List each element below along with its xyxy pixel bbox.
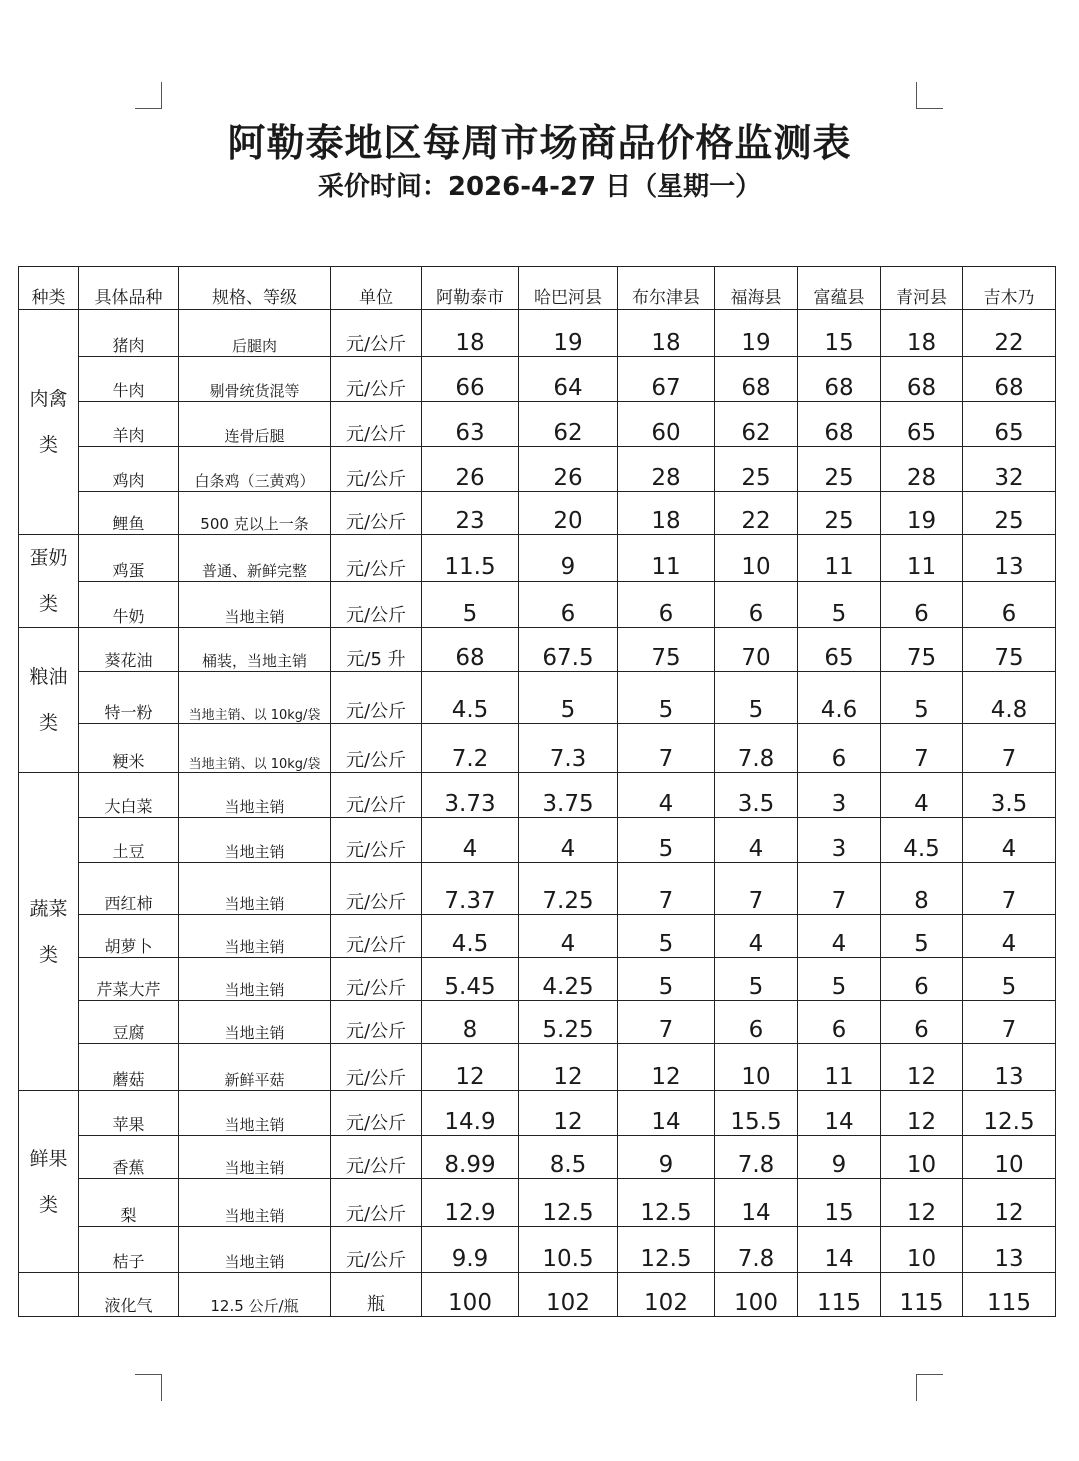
price-cell: 7 <box>963 863 1056 915</box>
table-row <box>19 773 1056 818</box>
category-cell <box>19 773 79 1091</box>
price-cell: 5 <box>881 672 963 724</box>
price-cell: 4 <box>963 915 1056 958</box>
price-cell: 4.25 <box>519 958 618 1001</box>
price-cell: 4.6 <box>798 672 881 724</box>
header-cell: 福海县 <box>715 267 798 310</box>
price-cell: 12.5 <box>618 1179 715 1227</box>
header-cell: 哈巴河县 <box>519 267 618 310</box>
spec-cell: 当地主销、以 10kg/袋 <box>179 724 331 773</box>
table-row <box>19 1091 1056 1136</box>
price-cell: 4 <box>519 818 618 863</box>
price-cell: 7.2 <box>422 724 519 773</box>
category-cell <box>19 310 79 535</box>
item-name-cell: 梨 <box>79 1179 179 1227</box>
category-label: 类 <box>38 1193 58 1216</box>
price-cell: 75 <box>618 628 715 672</box>
header-cell: 富蕴县 <box>798 267 881 310</box>
table-row <box>19 915 1056 958</box>
unit-cell: 元/公斤 <box>331 915 422 958</box>
price-cell: 11 <box>798 1044 881 1091</box>
table-row <box>19 958 1056 1001</box>
header-cell: 具体品种 <box>79 267 179 310</box>
price-cell: 5 <box>618 672 715 724</box>
price-cell: 5 <box>618 915 715 958</box>
price-cell: 68 <box>715 357 798 402</box>
price-cell: 28 <box>618 447 715 492</box>
unit-cell: 元/公斤 <box>331 773 422 818</box>
item-name-cell: 桔子 <box>79 1227 179 1273</box>
price-cell: 66 <box>422 357 519 402</box>
price-cell: 3.73 <box>422 773 519 818</box>
price-cell: 18 <box>881 310 963 357</box>
price-cell: 8.99 <box>422 1136 519 1179</box>
header-cell: 单位 <box>331 267 422 310</box>
price-cell: 62 <box>519 402 618 447</box>
price-cell: 26 <box>519 447 618 492</box>
price-cell: 75 <box>963 628 1056 672</box>
item-name-cell: 牛奶 <box>79 581 179 628</box>
category-cell <box>19 535 79 628</box>
price-cell: 11.5 <box>422 535 519 582</box>
item-name-cell: 土豆 <box>79 818 179 863</box>
price-table <box>18 266 1056 1317</box>
price-cell: 7 <box>618 863 715 915</box>
price-cell: 11 <box>618 535 715 582</box>
price-cell: 12.5 <box>963 1091 1056 1136</box>
price-cell: 32 <box>963 447 1056 492</box>
price-cell: 4 <box>798 915 881 958</box>
unit-cell: 元/公斤 <box>331 1044 422 1091</box>
price-cell: 12 <box>881 1044 963 1091</box>
price-cell: 9 <box>798 1136 881 1179</box>
price-cell: 12 <box>422 1044 519 1091</box>
unit-cell: 元/公斤 <box>331 1001 422 1044</box>
header-cell: 吉木乃 <box>963 267 1056 310</box>
category-label: 蛋奶 <box>29 547 68 569</box>
item-name-cell: 芹菜大芹 <box>79 958 179 1001</box>
table-row <box>19 1273 1056 1317</box>
price-cell: 5 <box>715 958 798 1001</box>
unit-cell: 元/5 升 <box>331 628 422 672</box>
table-row <box>19 1227 1056 1273</box>
unit-cell: 元/公斤 <box>331 1091 422 1136</box>
price-cell: 3.75 <box>519 773 618 818</box>
price-cell: 67 <box>618 357 715 402</box>
category-label: 类 <box>38 434 58 456</box>
spec-cell: 桶装，当地主销 <box>179 628 331 672</box>
price-cell: 12 <box>519 1091 618 1136</box>
price-cell: 12 <box>963 1179 1056 1227</box>
spec-cell: 当地主销 <box>179 818 331 863</box>
price-cell: 67.5 <box>519 628 618 672</box>
header-row <box>19 267 1056 310</box>
price-cell: 12.9 <box>422 1179 519 1227</box>
price-cell: 68 <box>798 402 881 447</box>
price-cell: 5 <box>519 672 618 724</box>
crop-mark-bottom-right <box>916 1374 943 1401</box>
item-name-cell: 特一粉 <box>79 672 179 724</box>
price-cell: 4 <box>881 773 963 818</box>
price-cell: 22 <box>963 310 1056 357</box>
price-cell: 10 <box>715 535 798 582</box>
table-row <box>19 310 1056 357</box>
price-cell: 5 <box>618 958 715 1001</box>
price-cell: 7.8 <box>715 724 798 773</box>
item-name-cell: 液化气 <box>79 1273 179 1317</box>
category-label: 肉禽 <box>29 388 68 410</box>
table-row <box>19 492 1056 535</box>
price-cell: 11 <box>881 535 963 582</box>
spec-cell: 当地主销 <box>179 1136 331 1179</box>
price-cell: 8 <box>881 863 963 915</box>
spec-cell: 当地主销 <box>179 1001 331 1044</box>
table-row <box>19 357 1056 402</box>
price-cell: 6 <box>715 1001 798 1044</box>
category-cell <box>19 1091 79 1273</box>
price-cell: 10.5 <box>519 1227 618 1273</box>
price-cell: 65 <box>881 402 963 447</box>
price-cell: 102 <box>618 1273 715 1317</box>
unit-cell: 元/公斤 <box>331 1136 422 1179</box>
price-cell: 64 <box>519 357 618 402</box>
price-cell: 9 <box>618 1136 715 1179</box>
unit-cell: 元/公斤 <box>331 492 422 535</box>
price-cell: 7 <box>618 1001 715 1044</box>
price-cell: 5 <box>798 958 881 1001</box>
price-cell: 5.45 <box>422 958 519 1001</box>
price-cell: 9 <box>519 535 618 582</box>
spec-cell: 当地主销 <box>179 1179 331 1227</box>
crop-mark-bottom-left <box>135 1374 162 1401</box>
unit-cell: 元/公斤 <box>331 447 422 492</box>
category-label: 类 <box>38 943 58 966</box>
item-name-cell: 胡萝卜 <box>79 915 179 958</box>
table-row <box>19 581 1056 628</box>
price-cell: 7 <box>798 863 881 915</box>
price-cell: 19 <box>519 310 618 357</box>
category-label: 类 <box>38 712 58 734</box>
price-cell: 19 <box>715 310 798 357</box>
unit-cell: 元/公斤 <box>331 581 422 628</box>
price-cell: 65 <box>963 402 1056 447</box>
price-cell: 25 <box>963 492 1056 535</box>
unit-cell: 元/公斤 <box>331 535 422 582</box>
price-cell: 3 <box>798 773 881 818</box>
header-cell: 种类 <box>19 267 79 310</box>
item-name-cell: 牛肉 <box>79 357 179 402</box>
header-cell: 阿勒泰市 <box>422 267 519 310</box>
price-cell: 10 <box>881 1136 963 1179</box>
price-cell: 7 <box>881 724 963 773</box>
spec-cell: 12.5 公斤/瓶 <box>179 1273 331 1317</box>
price-cell: 12.5 <box>618 1227 715 1273</box>
price-cell: 4.8 <box>963 672 1056 724</box>
price-cell: 6 <box>881 1001 963 1044</box>
spec-cell: 普通、新鲜完整 <box>179 535 331 582</box>
category-label: 蔬菜 <box>29 897 68 920</box>
price-cell: 20 <box>519 492 618 535</box>
price-cell: 115 <box>963 1273 1056 1317</box>
price-cell: 10 <box>715 1044 798 1091</box>
header-cell: 青河县 <box>881 267 963 310</box>
unit-cell: 元/公斤 <box>331 724 422 773</box>
price-cell: 4.5 <box>422 672 519 724</box>
unit-cell: 瓶 <box>331 1273 422 1317</box>
price-cell: 5 <box>881 915 963 958</box>
price-cell: 4 <box>422 818 519 863</box>
price-cell: 6 <box>881 581 963 628</box>
crop-mark-top-left <box>135 82 162 109</box>
price-cell: 7 <box>963 1001 1056 1044</box>
price-cell: 12 <box>519 1044 618 1091</box>
unit-cell: 元/公斤 <box>331 958 422 1001</box>
price-cell: 7.25 <box>519 863 618 915</box>
table-row <box>19 402 1056 447</box>
price-cell: 75 <box>881 628 963 672</box>
price-cell: 9.9 <box>422 1227 519 1273</box>
header-cell: 规格、等级 <box>179 267 331 310</box>
table-row <box>19 818 1056 863</box>
item-name-cell: 粳米 <box>79 724 179 773</box>
price-cell: 8 <box>422 1001 519 1044</box>
item-name-cell: 大白菜 <box>79 773 179 818</box>
price-cell: 4.5 <box>422 915 519 958</box>
price-cell: 18 <box>422 310 519 357</box>
price-cell: 10 <box>881 1227 963 1273</box>
price-cell: 25 <box>798 447 881 492</box>
spec-cell: 后腿肉 <box>179 310 331 357</box>
price-cell: 6 <box>798 1001 881 1044</box>
price-cell: 3.5 <box>963 773 1056 818</box>
table-row <box>19 1179 1056 1227</box>
price-cell: 14 <box>618 1091 715 1136</box>
price-cell: 13 <box>963 535 1056 582</box>
spec-cell: 剔骨统货混等 <box>179 357 331 402</box>
price-cell: 25 <box>715 447 798 492</box>
table-row <box>19 863 1056 915</box>
spec-cell: 当地主销 <box>179 915 331 958</box>
item-name-cell: 葵花油 <box>79 628 179 672</box>
spec-cell: 当地主销 <box>179 773 331 818</box>
table-row <box>19 1136 1056 1179</box>
price-cell: 102 <box>519 1273 618 1317</box>
price-cell: 14 <box>798 1091 881 1136</box>
price-cell: 13 <box>963 1227 1056 1273</box>
item-name-cell: 猪肉 <box>79 310 179 357</box>
spec-cell: 当地主销、以 10kg/袋 <box>179 672 331 724</box>
price-cell: 14 <box>798 1227 881 1273</box>
price-cell: 12.5 <box>519 1179 618 1227</box>
price-cell: 13 <box>963 1044 1056 1091</box>
unit-cell: 元/公斤 <box>331 402 422 447</box>
item-name-cell: 蘑菇 <box>79 1044 179 1091</box>
spec-cell: 当地主销 <box>179 581 331 628</box>
price-cell: 6 <box>715 581 798 628</box>
price-cell: 5 <box>715 672 798 724</box>
price-cell: 5 <box>618 818 715 863</box>
price-cell: 14 <box>715 1179 798 1227</box>
item-name-cell: 鲤鱼 <box>79 492 179 535</box>
header-cell: 布尔津县 <box>618 267 715 310</box>
price-cell: 18 <box>618 310 715 357</box>
spec-cell: 当地主销 <box>179 1227 331 1273</box>
price-cell: 4 <box>963 818 1056 863</box>
price-cell: 100 <box>422 1273 519 1317</box>
document-subtitle: 采价时间：2026-4-27 日（星期一） <box>317 172 762 202</box>
price-cell: 6 <box>618 581 715 628</box>
item-name-cell: 香蕉 <box>79 1136 179 1179</box>
price-cell: 115 <box>798 1273 881 1317</box>
price-cell: 7.8 <box>715 1227 798 1273</box>
price-cell: 7.8 <box>715 1136 798 1179</box>
item-name-cell: 鸡蛋 <box>79 535 179 582</box>
price-cell: 68 <box>798 357 881 402</box>
table-row <box>19 447 1056 492</box>
category-label: 鲜果 <box>29 1147 68 1170</box>
item-name-cell: 西红柿 <box>79 863 179 915</box>
price-cell: 4 <box>715 818 798 863</box>
price-cell: 6 <box>963 581 1056 628</box>
spec-cell: 当地主销 <box>179 1091 331 1136</box>
spec-cell: 当地主销 <box>179 958 331 1001</box>
price-cell: 22 <box>715 492 798 535</box>
unit-cell: 元/公斤 <box>331 310 422 357</box>
price-cell: 18 <box>618 492 715 535</box>
item-name-cell: 豆腐 <box>79 1001 179 1044</box>
spec-cell: 新鲜平菇 <box>179 1044 331 1091</box>
spec-cell: 连骨后腿 <box>179 402 331 447</box>
unit-cell: 元/公斤 <box>331 818 422 863</box>
price-cell: 65 <box>798 628 881 672</box>
price-cell: 7 <box>963 724 1056 773</box>
price-cell: 4.5 <box>881 818 963 863</box>
price-cell: 5 <box>422 581 519 628</box>
price-cell: 15 <box>798 310 881 357</box>
price-cell: 68 <box>422 628 519 672</box>
price-cell: 4 <box>618 773 715 818</box>
price-cell: 25 <box>798 492 881 535</box>
price-cell: 15 <box>798 1179 881 1227</box>
price-cell: 23 <box>422 492 519 535</box>
price-cell: 7.3 <box>519 724 618 773</box>
price-cell: 8.5 <box>519 1136 618 1179</box>
unit-cell: 元/公斤 <box>331 357 422 402</box>
price-cell: 5.25 <box>519 1001 618 1044</box>
price-cell: 4 <box>519 915 618 958</box>
table-row <box>19 724 1056 773</box>
price-cell: 12 <box>618 1044 715 1091</box>
price-cell: 4 <box>715 915 798 958</box>
crop-mark-top-right <box>916 82 943 109</box>
price-cell: 12 <box>881 1179 963 1227</box>
price-cell: 115 <box>881 1273 963 1317</box>
price-cell: 60 <box>618 402 715 447</box>
category-label: 粮油 <box>29 666 68 688</box>
price-cell: 28 <box>881 447 963 492</box>
spec-cell: 当地主销 <box>179 863 331 915</box>
price-cell: 14.9 <box>422 1091 519 1136</box>
price-cell: 7.37 <box>422 863 519 915</box>
price-cell: 11 <box>798 535 881 582</box>
price-cell: 63 <box>422 402 519 447</box>
spec-cell: 500 克以上一条 <box>179 492 331 535</box>
item-name-cell: 羊肉 <box>79 402 179 447</box>
category-cell <box>19 1273 79 1317</box>
spec-cell: 白条鸡（三黄鸡） <box>179 447 331 492</box>
price-cell: 6 <box>798 724 881 773</box>
unit-cell: 元/公斤 <box>331 672 422 724</box>
price-cell: 19 <box>881 492 963 535</box>
price-cell: 6 <box>519 581 618 628</box>
category-cell <box>19 628 79 773</box>
price-cell: 70 <box>715 628 798 672</box>
item-name-cell: 鸡肉 <box>79 447 179 492</box>
document-title: 阿勒泰地区每周市场商品价格监测表 <box>227 121 852 165</box>
price-cell: 12 <box>881 1091 963 1136</box>
price-cell: 6 <box>881 958 963 1001</box>
category-label: 类 <box>38 593 58 615</box>
table-row <box>19 1001 1056 1044</box>
price-cell: 68 <box>963 357 1056 402</box>
price-cell: 7 <box>618 724 715 773</box>
unit-cell: 元/公斤 <box>331 1227 422 1273</box>
price-cell: 5 <box>963 958 1056 1001</box>
price-cell: 68 <box>881 357 963 402</box>
price-cell: 62 <box>715 402 798 447</box>
price-cell: 10 <box>963 1136 1056 1179</box>
price-cell: 7 <box>715 863 798 915</box>
price-cell: 5 <box>798 581 881 628</box>
unit-cell: 元/公斤 <box>331 1179 422 1227</box>
price-cell: 15.5 <box>715 1091 798 1136</box>
item-name-cell: 苹果 <box>79 1091 179 1136</box>
price-cell: 3.5 <box>715 773 798 818</box>
table-row <box>19 672 1056 724</box>
price-cell: 100 <box>715 1273 798 1317</box>
table-row <box>19 1044 1056 1091</box>
table-row <box>19 628 1056 672</box>
unit-cell: 元/公斤 <box>331 863 422 915</box>
table-row <box>19 535 1056 582</box>
price-cell: 26 <box>422 447 519 492</box>
price-cell: 3 <box>798 818 881 863</box>
